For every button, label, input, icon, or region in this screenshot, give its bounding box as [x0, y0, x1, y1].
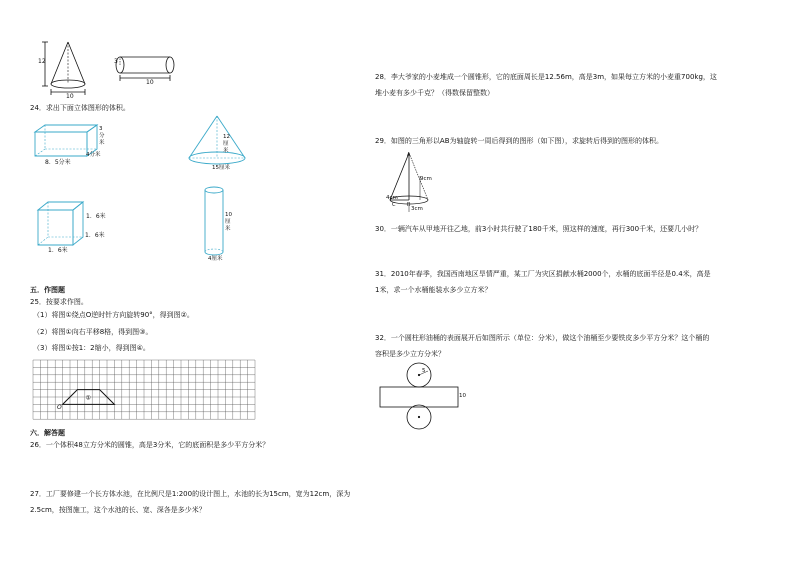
- question-32-line-2: 容积是多少立方分米？: [375, 350, 445, 358]
- question-31-line-1: 31．2010年春季，我国西南地区旱情严重，某工厂为灾区捐献水桶2000个，水桶的底面半径是0.4米，高是: [375, 270, 711, 278]
- question-26: 26．一个体积48立方分米的圆锥，高是3分米，它的底面积是多少平方分米？: [30, 441, 270, 449]
- question-27-line-1: 27．工厂要修建一个长方体水池，在比例尺是1:200的设计图上，水池的长为15cm，宽为12cm，深为: [30, 490, 351, 498]
- rotation-label-b: B: [407, 202, 411, 208]
- cuboid-width-label: 4分米: [86, 152, 101, 158]
- section-6-heading: 六．解答题: [30, 429, 65, 437]
- cylinder-height-label: 10厘米: [225, 212, 232, 232]
- net-height-label: 10: [459, 393, 466, 399]
- net-radius-label: 5: [422, 368, 426, 374]
- question-27-line-2: 2.5cm，按图施工，这个水池的长、宽、深各是多少米？: [30, 506, 206, 514]
- cube-edge-depth-label: 1．6米: [85, 232, 105, 239]
- question-32-line-1: 32．一个圆柱形油桶的表面展开后如图所示（单位：分米），做这个油桶至少要铁皮多少平方分米？这个桶的: [375, 334, 710, 342]
- rotation-label-c: C: [392, 202, 396, 208]
- question-25-step-1: （1）将图①绕点O逆时针方向旋转90°，得到图②。: [33, 311, 194, 319]
- cuboid-length-label: 8．5分米: [45, 159, 71, 166]
- cube-edge-height-label: 1．6米: [86, 213, 106, 220]
- question-28-line-1: 28．李大爷家的小麦堆成一个圆锥形，它的底面周长是12.56m，高是3m，如果每立方米的小麦重700kg，这: [375, 73, 717, 81]
- question-24: 24．求出下面立体图形的体积。: [30, 104, 130, 112]
- cube-edge-width-label: 1．6米: [48, 247, 68, 254]
- shape-1-label: ①: [85, 394, 91, 402]
- top-cone-figure: [30, 38, 100, 98]
- drawing-grid[interactable]: [33, 360, 257, 424]
- rotation-radius-left-label: 4cm: [386, 195, 398, 201]
- top-cylinder-length-label: 10: [146, 79, 154, 86]
- cone-diameter-label: 15厘米: [212, 165, 230, 171]
- rotation-height-label: 9cm: [420, 176, 432, 182]
- question-31-line-2: 1米，求一个水桶能装水多少立方米？: [375, 286, 492, 294]
- cylinder-net-figure: [376, 362, 466, 430]
- top-cylinder-height-label: 3: [114, 58, 118, 65]
- question-25-step-2: （2）将图①向右平移8格，得到图③。: [33, 328, 153, 336]
- top-cone-diameter-label: 10: [66, 93, 74, 100]
- question-29: 29．如图的三角形以AB为轴旋转一周后得到的图形（如下图），求旋转后得到的图形的体积。: [375, 137, 663, 145]
- question-30: 30．一辆汽车从甲地开往乙地，前3小时共行驶了180千米，照这样的速度，再行300千米，还要几小时？: [375, 225, 703, 233]
- grid-point-o-label: O: [57, 404, 62, 411]
- question-25-step-3: （3）将图①按1：2缩小，得到图④。: [33, 344, 150, 352]
- section-5-heading: 五．作图题: [30, 286, 65, 294]
- question-25-title: 25．按要求作图。: [30, 298, 88, 306]
- rotation-label-a: A: [407, 152, 411, 158]
- top-cone-height-label: 12: [38, 58, 46, 65]
- cube-figure: [35, 200, 95, 250]
- question-28-line-2: 堆小麦有多少千克？（得数保留整数）: [375, 89, 494, 97]
- cylinder-diameter-label: 4厘米: [208, 256, 223, 262]
- cone-height-label: 12厘米: [223, 134, 230, 154]
- rotation-radius-right-label: 3cm: [411, 206, 423, 212]
- cuboid-height-label: 3分米: [99, 126, 105, 146]
